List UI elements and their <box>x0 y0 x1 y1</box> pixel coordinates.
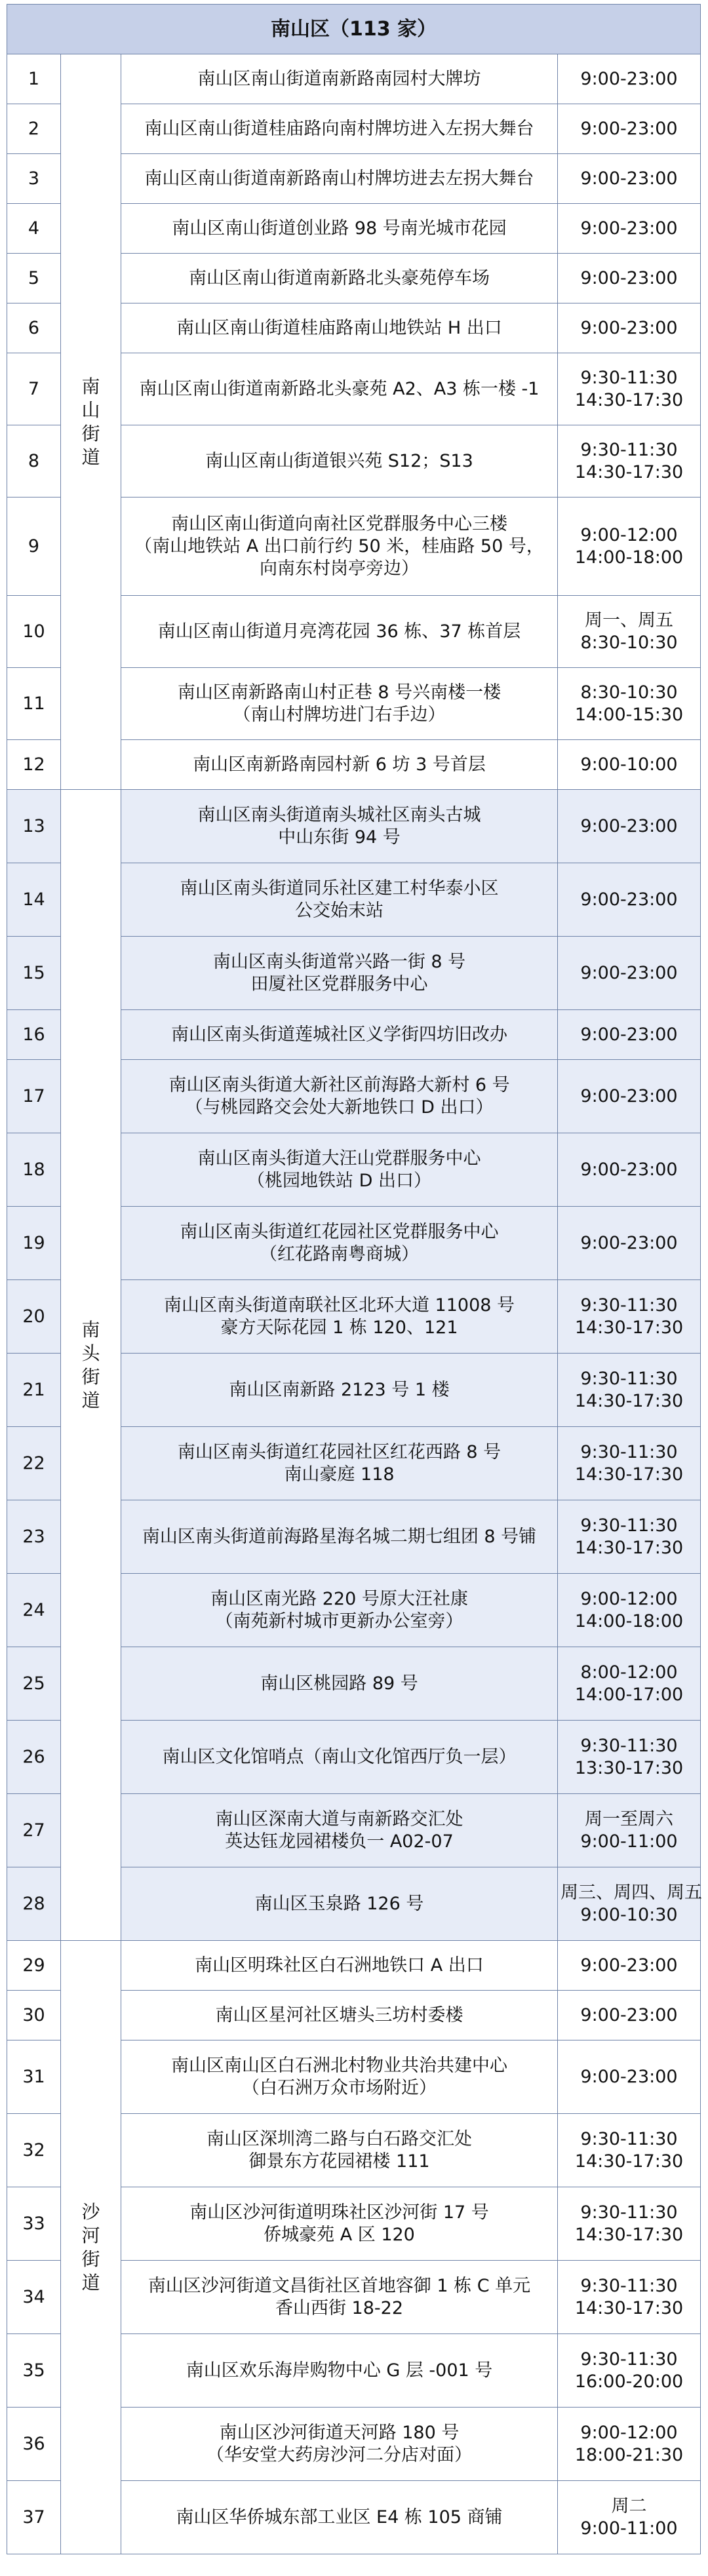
address-line: （南山地铁站 A 出口前行约 50 米，桂庙路 50 号， <box>134 536 544 556</box>
opening-hours-cell <box>558 54 701 104</box>
row-number: 32 <box>7 2114 61 2187</box>
opening-hours-line: 9:00-12:00 <box>580 1588 678 1609</box>
address-line: （南苑新村城市更新办公室旁） <box>215 1610 463 1631</box>
address-cell <box>121 1280 558 1354</box>
row-number: 33 <box>7 2187 61 2261</box>
row-number: 12 <box>7 740 61 790</box>
address-cell <box>121 596 558 668</box>
opening-hours-line: 9:00-23:00 <box>580 2004 678 2025</box>
opening-hours-line: 18:00-21:30 <box>574 2444 684 2465</box>
opening-hours-cell <box>558 937 701 1010</box>
row-number: 25 <box>7 1647 61 1721</box>
address-line: 南山区南山街道桂庙路南山地铁站 H 出口 <box>176 317 502 338</box>
address-line: 南山区玉泉路 126 号 <box>254 1893 424 1914</box>
address-line: 南山区南新路 2123 号 1 楼 <box>229 1379 450 1400</box>
address-cell <box>121 668 558 740</box>
address-cell <box>121 425 558 498</box>
opening-hours-line: 14:30-17:30 <box>574 1464 684 1485</box>
address-line: 公交始末站 <box>295 900 384 921</box>
opening-hours-cell <box>558 1010 701 1060</box>
row-number: 1 <box>7 54 61 104</box>
address-cell <box>121 1721 558 1794</box>
row-number: 13 <box>7 790 61 863</box>
row-number: 36 <box>7 2408 61 2481</box>
address-line: 南山区文化馆哨点（南山文化馆西厅负一层） <box>162 1746 517 1767</box>
row-number: 24 <box>7 1574 61 1647</box>
address-line: 南山区南山街道南新路南园村大牌坊 <box>197 68 481 89</box>
opening-hours-line: 14:30-17:30 <box>574 461 684 482</box>
address-cell <box>121 498 558 596</box>
address-cell <box>121 154 558 204</box>
address-line: 南山区南山街道向南社区党群服务中心三楼 <box>171 513 507 534</box>
row-number: 29 <box>7 1941 61 1991</box>
row-number: 2 <box>7 104 61 154</box>
address-line: 豪方天际花园 1 栋 120、121 <box>220 1317 458 1338</box>
opening-hours-cell <box>558 1794 701 1867</box>
opening-hours-cell <box>558 353 701 425</box>
address-line: 南山区欢乐海岸购物中心 G 层 -001 号 <box>186 2360 493 2381</box>
address-line: 南山区南山街道银兴苑 S12；S13 <box>205 450 473 471</box>
opening-hours-cell <box>558 1500 701 1574</box>
page <box>7 4 700 2554</box>
opening-hours-cell <box>558 596 701 668</box>
address-cell <box>121 1060 558 1133</box>
row-number: 27 <box>7 1794 61 1867</box>
opening-hours-line: 14:30-17:30 <box>574 2297 684 2318</box>
address-cell <box>121 2481 558 2554</box>
row-number: 4 <box>7 204 61 254</box>
address-line: （与桃园路交会处大新地铁口 D 出口） <box>185 1097 494 1118</box>
address-cell <box>121 1991 558 2040</box>
row-number: 18 <box>7 1133 61 1207</box>
address-line: 南山区南新路南山村正巷 8 号兴南楼一楼 <box>177 682 502 703</box>
address-line: 南山区南山街道南新路北头豪苑停车场 <box>189 267 490 288</box>
row-number: 11 <box>7 668 61 740</box>
address-line: 英达钰龙园裙楼负一 A02-07 <box>225 1831 454 1852</box>
opening-hours-cell <box>558 1133 701 1207</box>
opening-hours-line: 9:30-11:30 <box>580 2275 678 2296</box>
address-line: 南山区沙河街道文昌街社区首地容御 1 栋 C 单元 <box>148 2275 531 2296</box>
row-number: 14 <box>7 863 61 937</box>
address-cell <box>121 790 558 863</box>
opening-hours-line: 14:30-17:30 <box>574 2224 684 2245</box>
opening-hours-line: 9:30-11:30 <box>580 1735 678 1756</box>
opening-hours-line: 9:00-11:00 <box>580 1831 678 1852</box>
address-line: 田厦社区党群服务中心 <box>250 973 428 994</box>
address-line: 南山区深圳湾二路与白石路交汇处 <box>206 2128 472 2149</box>
opening-hours-line: 周一、周五 <box>585 610 673 631</box>
row-number: 31 <box>7 2040 61 2114</box>
address-line: 侨城豪苑 A 区 120 <box>264 2224 415 2245</box>
table-title-row <box>7 5 701 54</box>
address-cell <box>121 204 558 254</box>
opening-hours-line: 9:00-23:00 <box>580 1085 678 1106</box>
opening-hours-line: 9:30-11:30 <box>580 367 678 388</box>
opening-hours-line: 14:30-17:30 <box>574 1317 684 1338</box>
row-number: 37 <box>7 2481 61 2554</box>
opening-hours-line: 16:00-20:00 <box>574 2371 684 2392</box>
opening-hours-cell <box>558 425 701 498</box>
row-number: 28 <box>7 1867 61 1941</box>
address-line: 南山区南山街道南新路北头豪苑 A2、A3 栋一楼 -1 <box>139 378 540 399</box>
opening-hours-line: 9:00-11:00 <box>580 2518 678 2539</box>
address-cell <box>121 303 558 353</box>
opening-hours-cell <box>558 204 701 254</box>
row-number: 6 <box>7 303 61 353</box>
opening-hours-cell <box>558 1207 701 1280</box>
row-number: 34 <box>7 2261 61 2334</box>
row-number: 7 <box>7 353 61 425</box>
address-cell <box>121 740 558 790</box>
row-number: 15 <box>7 937 61 1010</box>
opening-hours-cell <box>558 2114 701 2187</box>
opening-hours-cell <box>558 1354 701 1427</box>
address-cell <box>121 2408 558 2481</box>
address-cell <box>121 1941 558 1991</box>
address-line: （华安堂大药房沙河二分店对面） <box>206 2444 472 2465</box>
row-number: 22 <box>7 1427 61 1500</box>
address-line: （红花路南粤商城） <box>260 1243 419 1264</box>
opening-hours-cell <box>558 154 701 204</box>
opening-hours-line: 9:30-11:30 <box>580 1368 678 1389</box>
address-line: 南山区南头街道红花园社区红花西路 8 号 <box>177 1441 502 1462</box>
address-cell <box>121 1207 558 1280</box>
opening-hours-line: 9:00-23:00 <box>580 1955 678 1976</box>
row-number: 26 <box>7 1721 61 1794</box>
address-line: 南山区南山街道创业路 98 号南光城市花园 <box>172 218 507 239</box>
row-number: 21 <box>7 1354 61 1427</box>
row-number: 16 <box>7 1010 61 1060</box>
opening-hours-line: 9:00-23:00 <box>580 1232 678 1253</box>
opening-hours-line: 9:00-12:00 <box>580 2422 678 2443</box>
opening-hours-line: 9:00-10:00 <box>580 754 678 775</box>
address-cell <box>121 1500 558 1574</box>
address-line: 中山东街 94 号 <box>278 827 401 848</box>
opening-hours-cell <box>558 2187 701 2261</box>
opening-hours-line: 9:00-23:00 <box>580 267 678 288</box>
address-cell <box>121 1867 558 1941</box>
opening-hours-line: 9:30-11:30 <box>580 1295 678 1316</box>
table-row <box>7 54 701 104</box>
row-number: 23 <box>7 1500 61 1574</box>
opening-hours-cell <box>558 1991 701 2040</box>
address-cell <box>121 2114 558 2187</box>
address-line: 南山区南头街道莲城社区义学街四坊旧改办 <box>171 1024 507 1045</box>
opening-hours-line: 14:30-17:30 <box>574 1390 684 1411</box>
address-line: 南山区华侨城东部工业区 E4 栋 105 商铺 <box>176 2507 503 2527</box>
opening-hours-line: 8:00-12:00 <box>580 1662 678 1683</box>
address-line: 南山区南头街道大新社区前海路大新村 6 号 <box>168 1074 510 1095</box>
opening-hours-cell <box>558 1647 701 1721</box>
address-cell <box>121 937 558 1010</box>
address-line: 御景东方花园裙楼 111 <box>248 2151 430 2172</box>
opening-hours-cell <box>558 2334 701 2408</box>
street-name-cell <box>61 54 121 790</box>
opening-hours-line: 9:30-11:30 <box>580 2128 678 2149</box>
address-line: 南山区南头街道同乐社区建工村华泰小区 <box>180 878 499 899</box>
opening-hours-line: 9:00-23:00 <box>580 218 678 239</box>
opening-hours-line: 14:00-17:00 <box>574 1684 684 1705</box>
address-line: 南山区南光路 220 号原大汪社康 <box>210 1588 468 1609</box>
address-line: （白石洲万众市场附近） <box>242 2077 437 2098</box>
opening-hours-cell <box>558 1867 701 1941</box>
opening-hours-cell <box>558 2408 701 2481</box>
opening-hours-line: 9:00-12:00 <box>580 524 678 545</box>
opening-hours-line: 14:00-18:00 <box>574 547 684 568</box>
row-number: 5 <box>7 254 61 303</box>
opening-hours-line: 9:30-11:30 <box>580 2202 678 2223</box>
opening-hours-cell <box>558 1941 701 1991</box>
opening-hours-line: 9:00-23:00 <box>580 962 678 983</box>
opening-hours-cell <box>558 2040 701 2114</box>
address-cell <box>121 1133 558 1207</box>
address-line: 南山区南头街道前海路星海名城二期七组团 8 号铺 <box>142 1526 537 1547</box>
opening-hours-line: 9:30-11:30 <box>580 2349 678 2370</box>
row-number: 30 <box>7 1991 61 2040</box>
address-cell <box>121 54 558 104</box>
address-line: 香山西街 18-22 <box>275 2297 404 2318</box>
opening-hours-line: 13:30-17:30 <box>574 1757 684 1778</box>
opening-hours-line: 9:30-11:30 <box>580 439 678 460</box>
opening-hours-line: 14:00-15:30 <box>574 704 684 725</box>
opening-hours-line: 9:00-23:00 <box>580 889 678 910</box>
address-cell <box>121 353 558 425</box>
address-line: 南山区南新路南园村新 6 坊 3 号首层 <box>193 754 486 775</box>
opening-hours-cell <box>558 2481 701 2554</box>
opening-hours-line: 14:30-17:30 <box>574 1537 684 1558</box>
address-cell <box>121 254 558 303</box>
address-cell <box>121 1647 558 1721</box>
address-line: 南山区南头街道大汪山党群服务中心 <box>197 1148 481 1169</box>
address-cell <box>121 1354 558 1427</box>
street-name-cell <box>61 1941 121 2554</box>
address-line: 南山区星河社区塘头三坊村委楼 <box>215 2004 463 2025</box>
opening-hours-cell <box>558 2261 701 2334</box>
street-name-cell <box>61 790 121 1941</box>
address-cell <box>121 2187 558 2261</box>
opening-hours-line: 9:00-23:00 <box>580 168 678 189</box>
opening-hours-cell <box>558 668 701 740</box>
table-row <box>7 790 701 863</box>
opening-hours-line: 周三、周四、周五 <box>560 1882 702 1903</box>
opening-hours-cell <box>558 1060 701 1133</box>
opening-hours-cell <box>558 1280 701 1354</box>
opening-hours-line: 周二 <box>611 2495 647 2516</box>
street-name: 南山街道 <box>81 375 100 468</box>
address-line: 南山区深南大道与南新路交汇处 <box>215 1808 463 1829</box>
opening-hours-line: 9:00-23:00 <box>580 317 678 338</box>
address-cell <box>121 863 558 937</box>
row-number: 9 <box>7 498 61 596</box>
opening-hours-cell <box>558 498 701 596</box>
table-title: 南山区（113 家） <box>7 5 701 54</box>
opening-hours-cell <box>558 104 701 154</box>
address-line: 南山区南山街道南新路南山村牌坊进去左拐大舞台 <box>144 168 534 189</box>
opening-hours-line: 9:30-11:30 <box>580 1515 678 1536</box>
opening-hours-line: 14:30-17:30 <box>574 2151 684 2172</box>
street-name: 南头街道 <box>81 1318 100 1411</box>
opening-hours-line: 9:00-23:00 <box>580 1159 678 1180</box>
opening-hours-line: 9:00-23:00 <box>580 2066 678 2087</box>
opening-hours-line: 14:30-17:30 <box>574 389 684 410</box>
row-number: 17 <box>7 1060 61 1133</box>
address-line: 南山区南山街道桂庙路向南村牌坊进入左拐大舞台 <box>144 118 534 139</box>
row-number: 8 <box>7 425 61 498</box>
address-line: 南山区明珠社区白石洲地铁口 A 出口 <box>195 1955 484 1976</box>
opening-hours-line: 8:30-10:30 <box>580 682 678 703</box>
address-cell <box>121 104 558 154</box>
row-number: 19 <box>7 1207 61 1280</box>
opening-hours-line: 9:00-23:00 <box>580 118 678 139</box>
opening-hours-line: 周一至周六 <box>585 1808 673 1829</box>
testing-sites-table <box>7 4 701 2554</box>
opening-hours-line: 14:00-18:00 <box>574 1610 684 1631</box>
opening-hours-line: 9:00-10:30 <box>580 1904 678 1925</box>
opening-hours-cell <box>558 254 701 303</box>
address-line: 南山区桃园路 89 号 <box>260 1673 418 1694</box>
address-line: 南山区沙河街道明珠社区沙河街 17 号 <box>189 2202 489 2223</box>
opening-hours-cell <box>558 790 701 863</box>
opening-hours-line: 9:00-23:00 <box>580 68 678 89</box>
address-cell <box>121 1010 558 1060</box>
address-cell <box>121 1794 558 1867</box>
address-cell <box>121 1574 558 1647</box>
address-line: 南山区南头街道常兴路一街 8 号 <box>212 951 466 972</box>
opening-hours-cell <box>558 1427 701 1500</box>
address-line: 南山区南山区白石洲北村物业共治共建中心 <box>171 2055 507 2076</box>
address-line: 南山区南头街道红花园社区党群服务中心 <box>180 1221 499 1242</box>
opening-hours-line: 9:00-23:00 <box>580 1024 678 1045</box>
street-name: 沙河街道 <box>81 2200 100 2293</box>
opening-hours-cell <box>558 1574 701 1647</box>
opening-hours-cell <box>558 863 701 937</box>
address-line: 南山豪庭 118 <box>284 1464 395 1485</box>
opening-hours-cell <box>558 740 701 790</box>
table-row <box>7 1941 701 1991</box>
row-number: 20 <box>7 1280 61 1354</box>
address-line: 向南东村岗亭旁边） <box>260 558 419 579</box>
address-cell <box>121 2261 558 2334</box>
opening-hours-line: 9:30-11:30 <box>580 1441 678 1462</box>
row-number: 35 <box>7 2334 61 2408</box>
opening-hours-cell <box>558 303 701 353</box>
address-line: 南山区沙河街道天河路 180 号 <box>219 2422 460 2443</box>
row-number: 3 <box>7 154 61 204</box>
address-line: 南山区南山街道月亮湾花园 36 栋、37 栋首层 <box>157 621 521 642</box>
address-line: 南山区南头街道南头城社区南头古城 <box>197 804 481 825</box>
address-line: 南山区南头街道南联社区北环大道 11008 号 <box>163 1295 515 1316</box>
address-line: （桃园地铁站 D 出口） <box>247 1170 431 1191</box>
row-number: 10 <box>7 596 61 668</box>
address-line: （南山村牌坊进门右手边） <box>233 704 446 725</box>
opening-hours-line: 9:00-23:00 <box>580 815 678 836</box>
address-cell <box>121 2334 558 2408</box>
opening-hours-line: 8:30-10:30 <box>580 632 678 653</box>
address-cell <box>121 2040 558 2114</box>
opening-hours-cell <box>558 1721 701 1794</box>
address-cell <box>121 1427 558 1500</box>
